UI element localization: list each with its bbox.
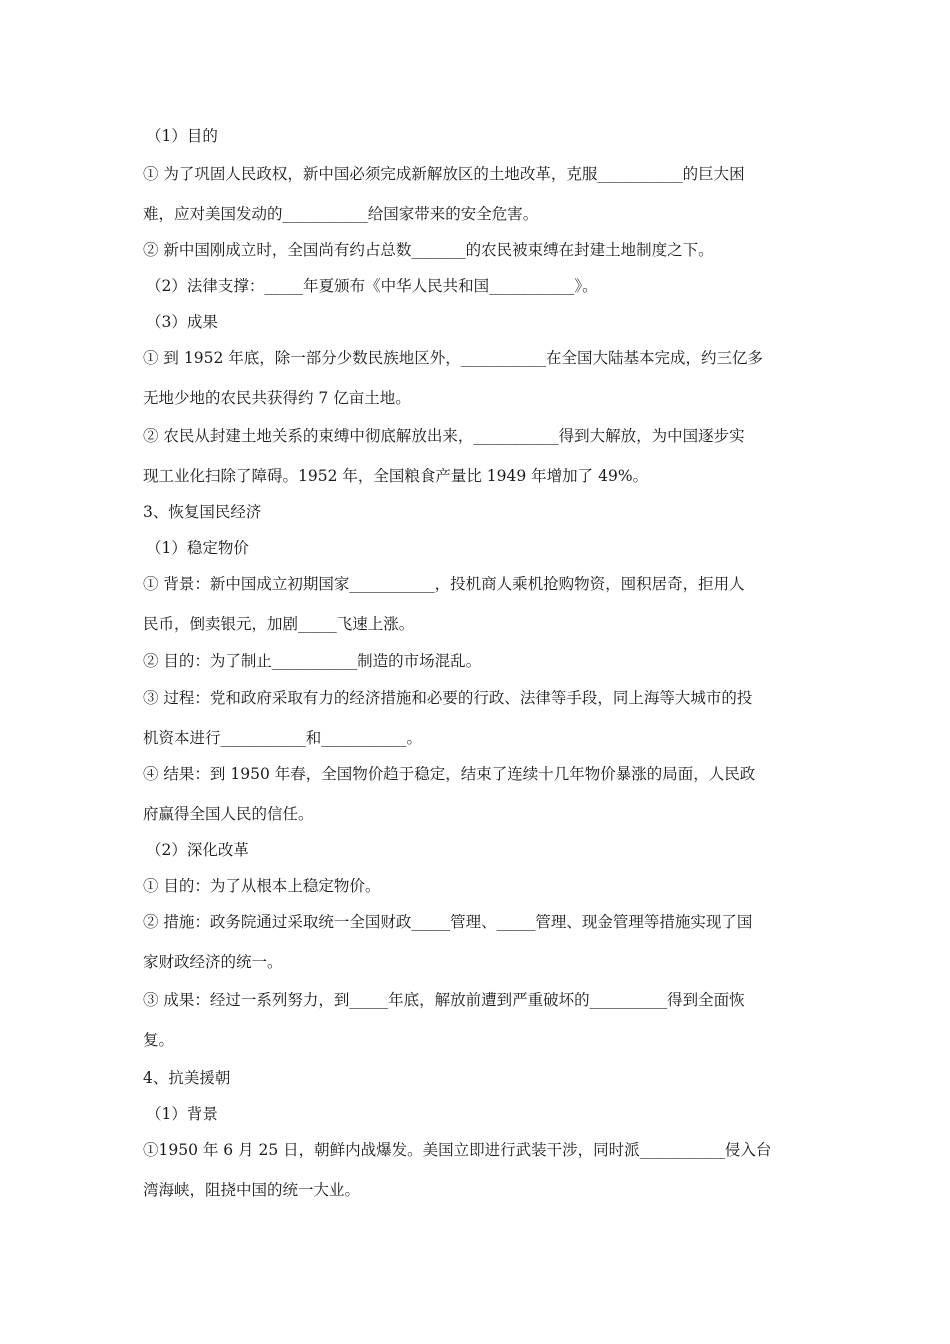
paragraph-line: 湾海峡，阻挠中国的统一大业。 [143, 1181, 361, 1199]
paragraph-line: ② 措施：政务院通过采取统一全国财政_____管理、_____管理、现金管理等措施实现了国 [143, 913, 753, 931]
paragraph-line: ① 背景：新中国成立初期国家___________，投机商人乘机抢购物资，囤积居奇，拒用人 [143, 575, 745, 593]
paragraph-line: 难，应对美国发动的___________给国家带来的安全危害。 [143, 205, 539, 223]
paragraph-line: ①1950 年 6 月 25 日，朝鲜内战爆发。美国立即进行武装干涉，同时派___________侵入台 [143, 1141, 772, 1159]
section-title-restore-economy: 3、恢复国民经济 [143, 503, 262, 521]
paragraph-line: ② 目的：为了制止___________制造的市场混乱。 [143, 652, 482, 670]
paragraph-line: 现工业化扫除了障碍。1952 年，全国粮食产量比 1949 年增加了 49%。 [143, 467, 649, 485]
heading-legal-support: （2）法律支撑：_____年夏颁布《中华人民共和国___________》。 [146, 277, 598, 295]
heading-purpose: （1）目的 [146, 127, 218, 145]
paragraph-line: 机资本进行___________和___________。 [143, 729, 423, 747]
heading-stabilize-prices: （1）稳定物价 [146, 539, 249, 557]
paragraph-line: ② 新中国刚成立时，全国尚有约占总数_______的农民被束缚在封建土地制度之下。 [143, 241, 714, 259]
paragraph-line: ① 为了巩固人民政权，新中国必须完成新解放区的土地改革，克服___________的巨大困 [143, 165, 745, 183]
heading-results: （3）成果 [146, 313, 218, 331]
section-title-resist-us-aid-korea: 4、抗美援朝 [143, 1069, 231, 1087]
paragraph-line: 复。 [143, 1031, 175, 1049]
paragraph-line: 民币，倒卖银元，加剧_____飞速上涨。 [143, 615, 415, 633]
paragraph-line: ① 到 1952 年底，除一部分少数民族地区外，___________在全国大陆基本完成，约三亿多 [143, 349, 763, 367]
heading-background: （1）背景 [146, 1105, 218, 1123]
heading-deepen-reform: （2）深化改革 [146, 841, 249, 859]
paragraph-line: ④ 结果：到 1950 年春，全国物价趋于稳定，结束了连续十几年物价暴涨的局面，人民政 [143, 765, 756, 783]
paragraph-line: 无地少地的农民共获得约 7 亿亩土地。 [143, 389, 411, 407]
paragraph-line: ③ 成果：经过一系列努力，到_____年底，解放前遭到严重破坏的__________得到全面恢 [143, 991, 745, 1009]
paragraph-line: ③ 过程：党和政府采取有力的经济措施和必要的行政、法律等手段，同上海等大城市的投 [143, 689, 753, 707]
paragraph-line: 府赢得全国人民的信任。 [143, 805, 314, 823]
paragraph-line: 家财政经济的统一。 [143, 953, 283, 971]
paragraph-line: ① 目的：为了从根本上稳定物价。 [143, 877, 381, 895]
paragraph-line: ② 农民从封建土地关系的束缚中彻底解放出来，___________得到大解放，为中国逐步实 [143, 427, 745, 445]
